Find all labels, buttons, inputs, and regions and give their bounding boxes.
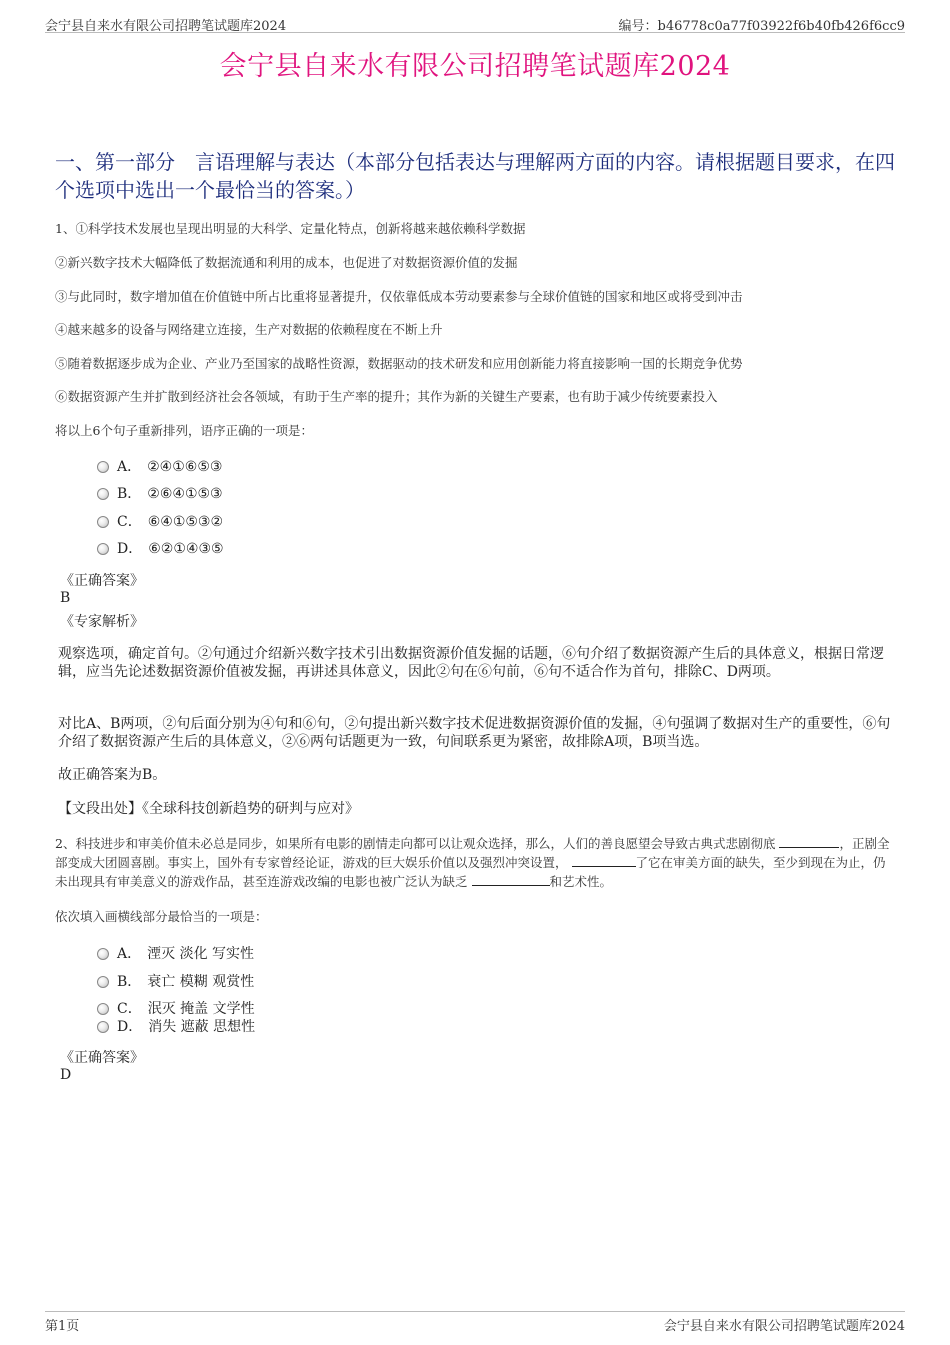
q1-answer: B <box>60 590 71 606</box>
q2-option-d[interactable] <box>97 1017 255 1037</box>
header-doc-id: 编号：b46778c0a77f03922f6b40fb426f6cc9 <box>618 19 905 34</box>
q1-analysis-label: 《专家解析》 <box>60 614 144 630</box>
radio-icon[interactable] <box>97 1003 109 1015</box>
option-letter: C． <box>117 1001 142 1017</box>
q1-option-a[interactable] <box>97 457 222 477</box>
radio-icon[interactable] <box>97 976 109 988</box>
q2-option-a[interactable] <box>97 944 254 964</box>
option-letter: D． <box>117 1019 143 1035</box>
q1-source: 【文段出处】《全球科技创新趋势的研判与应对》 <box>58 801 359 817</box>
footer-page-number: 第1页 <box>45 1319 80 1334</box>
option-text: ⑥②①④③⑤ <box>148 541 224 557</box>
header-doc-title: 会宁县自来水有限公司招聘笔试题库2024 <box>45 19 287 34</box>
radio-icon[interactable] <box>97 543 109 555</box>
option-letter: B． <box>117 486 142 502</box>
radio-icon[interactable] <box>97 1021 109 1033</box>
radio-icon[interactable] <box>97 948 109 960</box>
q1-line-3: ③与此同时，数字增加值在价值链中所占比重将显著提升，仅依靠低成本劳动要素参与全球价值链的国家和地区或将受到冲击 <box>55 289 743 304</box>
q2-stem-part-3: 了它在审美方面的缺失，至少到现在为止，仍未出现具有审美意义的游戏作品，甚至连游戏改编的电影也被广泛认为缺乏 <box>55 855 886 889</box>
option-letter: C． <box>117 514 142 530</box>
q2-option-c[interactable] <box>97 999 255 1019</box>
q2-blank-1 <box>779 835 839 848</box>
option-letter: D． <box>117 541 143 557</box>
option-text: 衰亡 模糊 观赏性 <box>147 974 255 990</box>
q2-blank-3 <box>472 873 550 886</box>
q2-option-b[interactable] <box>97 972 254 992</box>
q1-line-6: ⑥数据资源产生并扩散到经济社会各领域，有助于生产率的提升；其作为新的关键生产要素，也有助于减少传统要素投入 <box>55 389 718 404</box>
option-text: ②④①⑥⑤③ <box>147 459 223 475</box>
page-header <box>45 14 905 33</box>
option-letter: A． <box>117 946 142 962</box>
page-footer <box>45 1311 905 1334</box>
q1-analysis-para-2: 对比A、B两项，②句后面分别为④句和⑥句，②句提出新兴数字技术促进数据资源价值的发掘，④句强调了数据对生产的重要性，⑥句介绍了数据资源产生后的具体意义，②⑥两句话题更为一致，句间联系更为紧密，故排除A项，B项当选。 <box>58 716 891 750</box>
q1-prompt: 将以上6个句子重新排列，语序正确的一项是： <box>55 423 313 438</box>
radio-icon[interactable] <box>97 461 109 473</box>
q2-stem <box>55 834 895 891</box>
section-heading: 一、第一部分 言语理解与表达（本部分包括表达与理解两方面的内容。请根据题目要求，在四个选项中选出一个最恰当的答案。） <box>55 150 895 202</box>
q1-analysis-para-1: 观察选项，确定首句。②句通过介绍新兴数字技术引出数据资源价值发掘的话题，⑥句介绍了数据资源产生后的具体意义，根据日常逻辑，应当先论述数据资源价值被发掘，再讲述具体意义，因此②句在⑥句前，⑥句不适合作为首句，排除C、D两项。 <box>58 646 884 680</box>
radio-icon[interactable] <box>97 516 109 528</box>
radio-icon[interactable] <box>97 488 109 500</box>
q2-blank-2 <box>572 854 636 867</box>
q1-answer-label: 《正确答案》 <box>60 573 144 589</box>
option-text: 泯灭 掩盖 文学性 <box>147 1001 255 1017</box>
option-text: ⑥④①⑤③② <box>147 514 224 530</box>
q1-line-5: ⑤随着数据逐步成为企业、产业乃至国家的战略性资源，数据驱动的技术研发和应用创新能力将直接影响一国的长期竞争优势 <box>55 356 743 371</box>
option-letter: A． <box>117 459 142 475</box>
q1-analysis-para-3: 故正确答案为B。 <box>58 767 167 783</box>
q1-line-2: ②新兴数字技术大幅降低了数据流通和利用的成本，也促进了对数据资源价值的发掘 <box>55 255 518 270</box>
q1-option-d[interactable] <box>97 539 224 559</box>
option-letter: B． <box>117 974 142 990</box>
q2-prompt: 依次填入画横线部分最恰当的一项是： <box>55 909 268 924</box>
q1-line-1: 1、①科学技术发展也呈现出明显的大科学、定量化特点，创新将越来越依赖科学数据 <box>55 221 526 236</box>
q1-option-c[interactable] <box>97 512 223 532</box>
option-text: 消失 遮蔽 思想性 <box>148 1019 256 1035</box>
q2-answer-label: 《正确答案》 <box>60 1050 144 1066</box>
q2-stem-part-2: ，正剧全部变成大团圆喜剧。事实上，国外有专家曾经论证，游戏的巨大娱乐价值以及强烈冲突设置， <box>55 836 890 870</box>
q2-stem-part-4: 和艺术性。 <box>549 874 613 889</box>
q1-option-b[interactable] <box>97 484 223 504</box>
q2-answer: D <box>60 1067 72 1083</box>
q2-stem-part-1: 2、科技进步和审美价值未必总是同步，如果所有电影的剧情走向都可以让观众选择，那么，人们的善良愿望会导致古典式悲剧彻底 <box>55 836 776 851</box>
option-text: ②⑥④①⑤③ <box>147 486 223 502</box>
q1-line-4: ④越来越多的设备与网络建立连接，生产对数据的依赖程度在不断上升 <box>55 322 443 337</box>
page-title: 会宁县自来水有限公司招聘笔试题库2024 <box>219 51 731 82</box>
option-text: 湮灭 淡化 写实性 <box>147 946 255 962</box>
footer-doc-title: 会宁县自来水有限公司招聘笔试题库2024 <box>663 1319 905 1334</box>
